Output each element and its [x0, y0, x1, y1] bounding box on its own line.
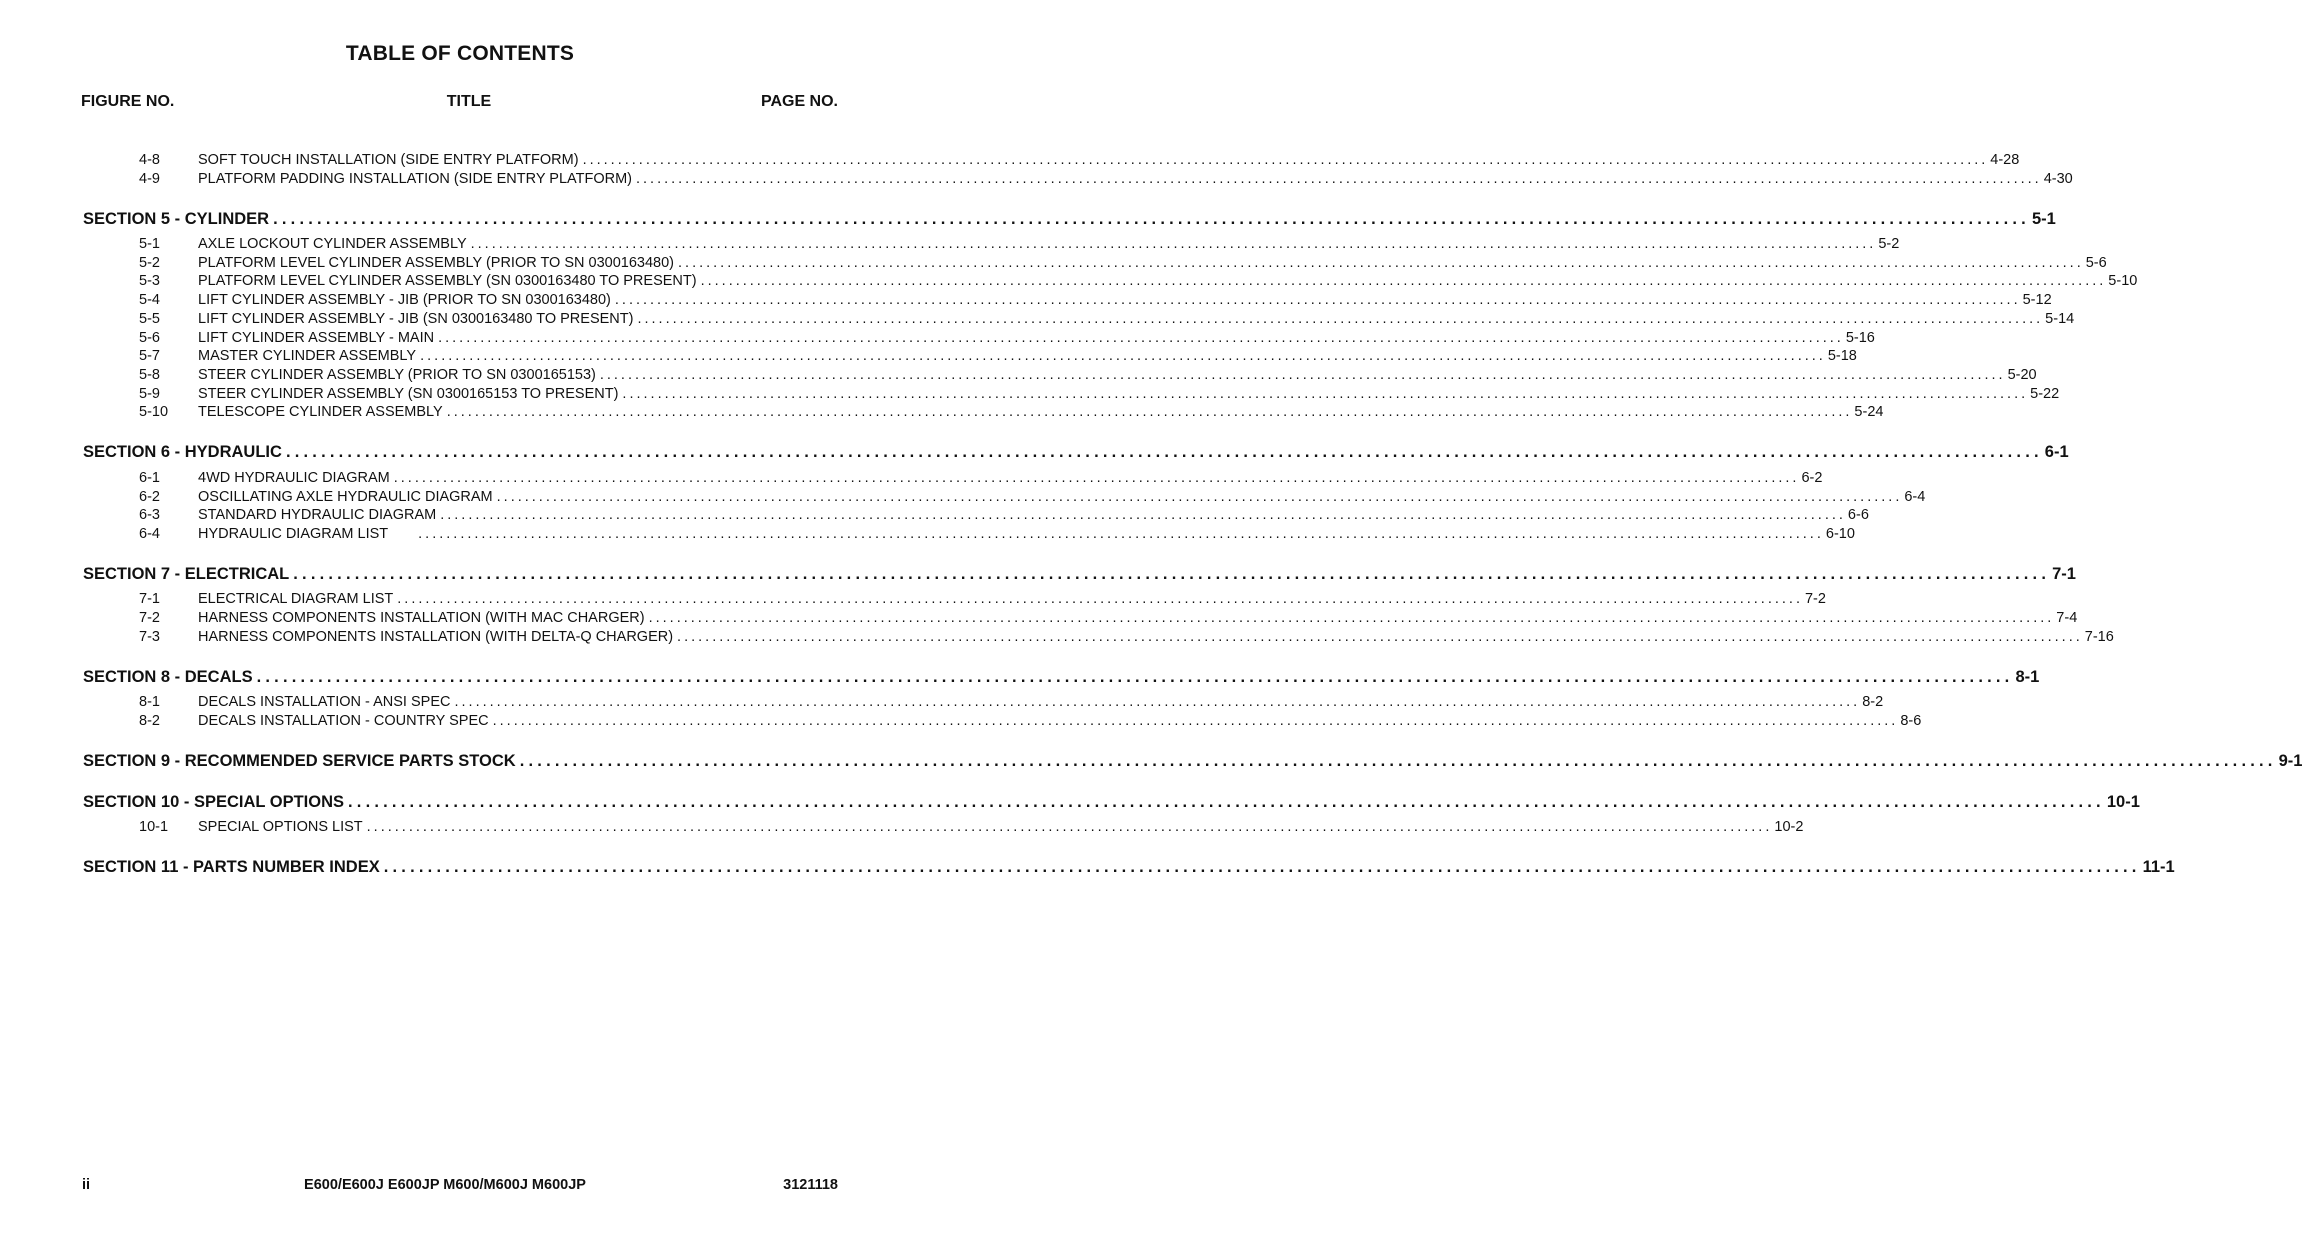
figure-number: 5-2 [139, 255, 160, 271]
page-number: 4-30 [2043, 171, 2073, 187]
figure-number: 5-8 [139, 367, 160, 383]
column-header-page-no: PAGE NO. [760, 93, 838, 110]
page-number: 6-4 [1904, 489, 1926, 505]
section-label: SECTION 5 - CYLINDER [83, 210, 270, 228]
leader-dots: ........................................................................................................................................................................................................ [293, 565, 2051, 583]
toc-item[interactable] [139, 311, 2075, 327]
figure-title: MASTER CYLINDER ASSEMBLY [198, 348, 417, 364]
toc-item[interactable] [139, 713, 1922, 729]
figure-title: SOFT TOUCH INSTALLATION (SIDE ENTRY PLATFORM) [198, 152, 579, 168]
figure-number: 8-2 [139, 713, 160, 729]
toc-item[interactable] [139, 171, 2073, 187]
section-label: SECTION 7 - ELECTRICAL [83, 565, 290, 583]
figure-title: PLATFORM PADDING INSTALLATION (SIDE ENTRY PLATFORM) [198, 171, 632, 187]
figure-title: HARNESS COMPONENTS INSTALLATION (WITH MAC CHARGER) [198, 610, 645, 626]
leader-dots: ........................................................................................................................................................................................................ [470, 236, 1877, 252]
figure-title: STEER CYLINDER ASSEMBLY (SN 0300165153 TO PRESENT) [198, 386, 619, 402]
section-label: SECTION 9 - RECOMMENDED SERVICE PARTS STOCK [83, 752, 516, 770]
page-number: 8-1 [2015, 668, 2040, 686]
figure-number: 6-1 [139, 470, 160, 486]
section-label: SECTION 8 - DECALS [83, 668, 253, 686]
page-number: 5-16 [1845, 330, 1875, 346]
page-number: 7-2 [1804, 591, 1826, 607]
page-number: 5-10 [2108, 273, 2138, 289]
toc-section-10[interactable] [83, 793, 2140, 812]
figure-title: PLATFORM LEVEL CYLINDER ASSEMBLY (PRIOR TO SN 0300163480) [198, 255, 675, 271]
toc-item[interactable] [139, 470, 1823, 486]
toc-section-6[interactable] [83, 443, 2069, 462]
figure-number: 4-8 [139, 152, 160, 168]
leader-dots: ........................................................................................................................................................................................................ [496, 489, 1903, 505]
leader-dots: ........................................................................................................................................................................................................ [438, 330, 1844, 346]
figure-number: 6-2 [139, 489, 160, 505]
page-number: 6-2 [1801, 470, 1823, 486]
figure-title: OSCILLATING AXLE HYDRAULIC DIAGRAM [198, 489, 493, 505]
figure-number: 5-1 [139, 236, 160, 252]
footer-page-number: ii [82, 1177, 91, 1193]
page-number: 7-1 [2052, 565, 2076, 583]
page-number: 5-14 [2045, 311, 2075, 327]
section-label: SECTION 6 - HYDRAULIC [83, 443, 282, 461]
leader-dots: ........................................................................................................................................................................................................ [677, 629, 2083, 645]
toc-item[interactable] [139, 629, 2114, 645]
figure-number: 7-2 [139, 610, 160, 626]
toc-item[interactable] [139, 348, 1857, 364]
page-number: 5-22 [2030, 386, 2060, 402]
leader-dots: ........................................................................................................................................................................................................ [397, 591, 1803, 607]
figure-title: ELECTRICAL DIAGRAM LIST [198, 591, 394, 607]
figure-number: 6-4 [139, 526, 160, 542]
leader-dots: ........................................................................................................................................................................................................ [418, 526, 1824, 542]
toc-item[interactable] [139, 694, 1884, 710]
page-number: 9-1 [2278, 752, 2302, 770]
toc-item[interactable] [139, 236, 1900, 252]
page-number: 5-20 [2007, 367, 2037, 383]
leader-dots: ........................................................................................................................................................................................................ [348, 793, 2105, 811]
figure-title: SPECIAL OPTIONS LIST [198, 819, 363, 835]
figure-title: TELESCOPE CYLINDER ASSEMBLY [198, 404, 443, 420]
toc-section-11[interactable] [83, 858, 2175, 877]
page-number: 5-6 [2085, 255, 2107, 271]
figure-title: PLATFORM LEVEL CYLINDER ASSEMBLY (SN 0300163480 TO PRESENT) [198, 273, 697, 289]
page-number: 6-1 [2044, 443, 2069, 461]
leader-dots: ........................................................................................................................................................................................................ [256, 668, 2014, 686]
toc-section-7[interactable] [83, 565, 2076, 584]
footer-models: E600/E600J E600JP M600/M600J M600JP [304, 1177, 586, 1193]
figure-title: STEER CYLINDER ASSEMBLY (PRIOR TO SN 0300165153) [198, 367, 596, 383]
figure-title: 4WD HYDRAULIC DIAGRAM [198, 470, 390, 486]
toc-item[interactable] [139, 292, 2052, 308]
leader-dots: ........................................................................................................................................................................................................ [614, 292, 2021, 308]
page-number: 5-12 [2022, 292, 2052, 308]
page-number: 6-10 [1825, 526, 1855, 542]
figure-number: 5-3 [139, 273, 160, 289]
page-number: 5-2 [1878, 236, 1900, 252]
leader-dots: ........................................................................................................................................................................................................ [637, 311, 2044, 327]
page-number: 7-4 [2056, 610, 2078, 626]
page-number: 6-6 [1847, 507, 1869, 523]
page-title: TABLE OF CONTENTS [345, 42, 575, 65]
figure-number: 5-7 [139, 348, 160, 364]
leader-dots: ........................................................................................................................................................................................................ [366, 819, 1773, 835]
leader-dots: ........................................................................................................................................................................................................ [648, 610, 2055, 626]
toc-item[interactable] [139, 386, 2060, 402]
figure-number: 7-1 [139, 591, 160, 607]
section-label: SECTION 10 - SPECIAL OPTIONS [83, 793, 344, 811]
page-number: 8-2 [1862, 694, 1884, 710]
figure-title: AXLE LOCKOUT CYLINDER ASSEMBLY [198, 236, 467, 252]
figure-number: 5-5 [139, 311, 160, 327]
figure-title: LIFT CYLINDER ASSEMBLY - MAIN [198, 330, 435, 346]
toc-item[interactable] [139, 367, 2037, 383]
figure-title: LIFT CYLINDER ASSEMBLY - JIB (PRIOR TO SN 0300163480) [198, 292, 611, 308]
figure-title: STANDARD HYDRAULIC DIAGRAM [198, 507, 437, 523]
toc-item[interactable] [139, 591, 1826, 607]
section-label: SECTION 11 - PARTS NUMBER INDEX [83, 858, 380, 876]
figure-number: 5-9 [139, 386, 160, 402]
figure-title: LIFT CYLINDER ASSEMBLY - JIB (SN 0300163480 TO PRESENT) [198, 311, 634, 327]
leader-dots: ........................................................................................................................................................................................................ [622, 386, 2029, 402]
figure-title: DECALS INSTALLATION - ANSI SPEC [198, 694, 451, 710]
leader-dots: ........................................................................................................................................................................................................ [273, 210, 2030, 228]
toc-item[interactable] [139, 526, 1855, 542]
figure-number: 4-9 [139, 171, 160, 187]
toc-item[interactable] [139, 507, 1869, 523]
leader-dots: ........................................................................................................................................................................................................ [393, 470, 1800, 486]
column-header-figure-no: FIGURE NO. [81, 93, 175, 110]
leader-dots: ........................................................................................................................................................................................................ [492, 713, 1899, 729]
leader-dots: ........................................................................................................................................................................................................ [582, 152, 1989, 168]
leader-dots: ........................................................................................................................................................................................................ [599, 367, 2006, 383]
page-number: 5-18 [1827, 348, 1857, 364]
page-number: 10-1 [2106, 793, 2140, 811]
page-number: 10-2 [1774, 819, 1804, 835]
footer-doc-number: 3121118 [783, 1177, 838, 1193]
figure-number: 5-6 [139, 330, 160, 346]
leader-dots: ........................................................................................................................................................................................................ [383, 858, 2141, 876]
leader-dots: ........................................................................................................................................................................................................ [519, 752, 2277, 770]
figure-number: 5-4 [139, 292, 160, 308]
toc-item[interactable] [139, 330, 1875, 346]
toc-section-5[interactable] [83, 210, 2056, 229]
toc-item[interactable] [139, 404, 1884, 420]
page-number: 11-1 [2142, 858, 2175, 876]
page-number: 4-28 [1990, 152, 2020, 168]
toc-section-8[interactable] [83, 668, 2040, 687]
leader-dots: ........................................................................................................................................................................................................ [678, 255, 2084, 271]
page-number: 7-16 [2084, 629, 2114, 645]
toc-item[interactable] [139, 610, 2078, 626]
figure-title: HARNESS COMPONENTS INSTALLATION (WITH DELTA-Q CHARGER) [198, 629, 674, 645]
leader-dots: ........................................................................................................................................................................................................ [440, 507, 1846, 523]
figure-number: 5-10 [139, 404, 169, 420]
column-header-title: TITLE [446, 93, 492, 110]
page-number: 5-1 [2031, 210, 2056, 228]
leader-dots: ........................................................................................................................................................................................................ [635, 171, 2042, 187]
figure-number: 6-3 [139, 507, 160, 523]
toc-item[interactable] [139, 489, 1926, 505]
leader-dots: ........................................................................................................................................................................................................ [285, 443, 2043, 461]
figure-number: 8-1 [139, 694, 160, 710]
figure-number: 7-3 [139, 629, 160, 645]
page-number: 5-24 [1854, 404, 1884, 420]
toc-item[interactable] [139, 152, 2020, 168]
leader-dots: ........................................................................................................................................................................................................ [446, 404, 1853, 420]
figure-number: 10-1 [139, 819, 169, 835]
toc-section-9[interactable] [83, 752, 2302, 771]
page-number: 8-6 [1900, 713, 1922, 729]
toc-item[interactable] [139, 819, 1804, 835]
toc-item[interactable] [139, 273, 2138, 289]
leader-dots: ........................................................................................................................................................................................................ [700, 273, 2107, 289]
figure-title: DECALS INSTALLATION - COUNTRY SPEC [198, 713, 489, 729]
leader-dots: ........................................................................................................................................................................................................ [454, 694, 1861, 710]
figure-title: HYDRAULIC DIAGRAM LIST [198, 526, 389, 542]
toc-item[interactable] [139, 255, 2107, 271]
leader-dots: ........................................................................................................................................................................................................ [420, 348, 1826, 364]
